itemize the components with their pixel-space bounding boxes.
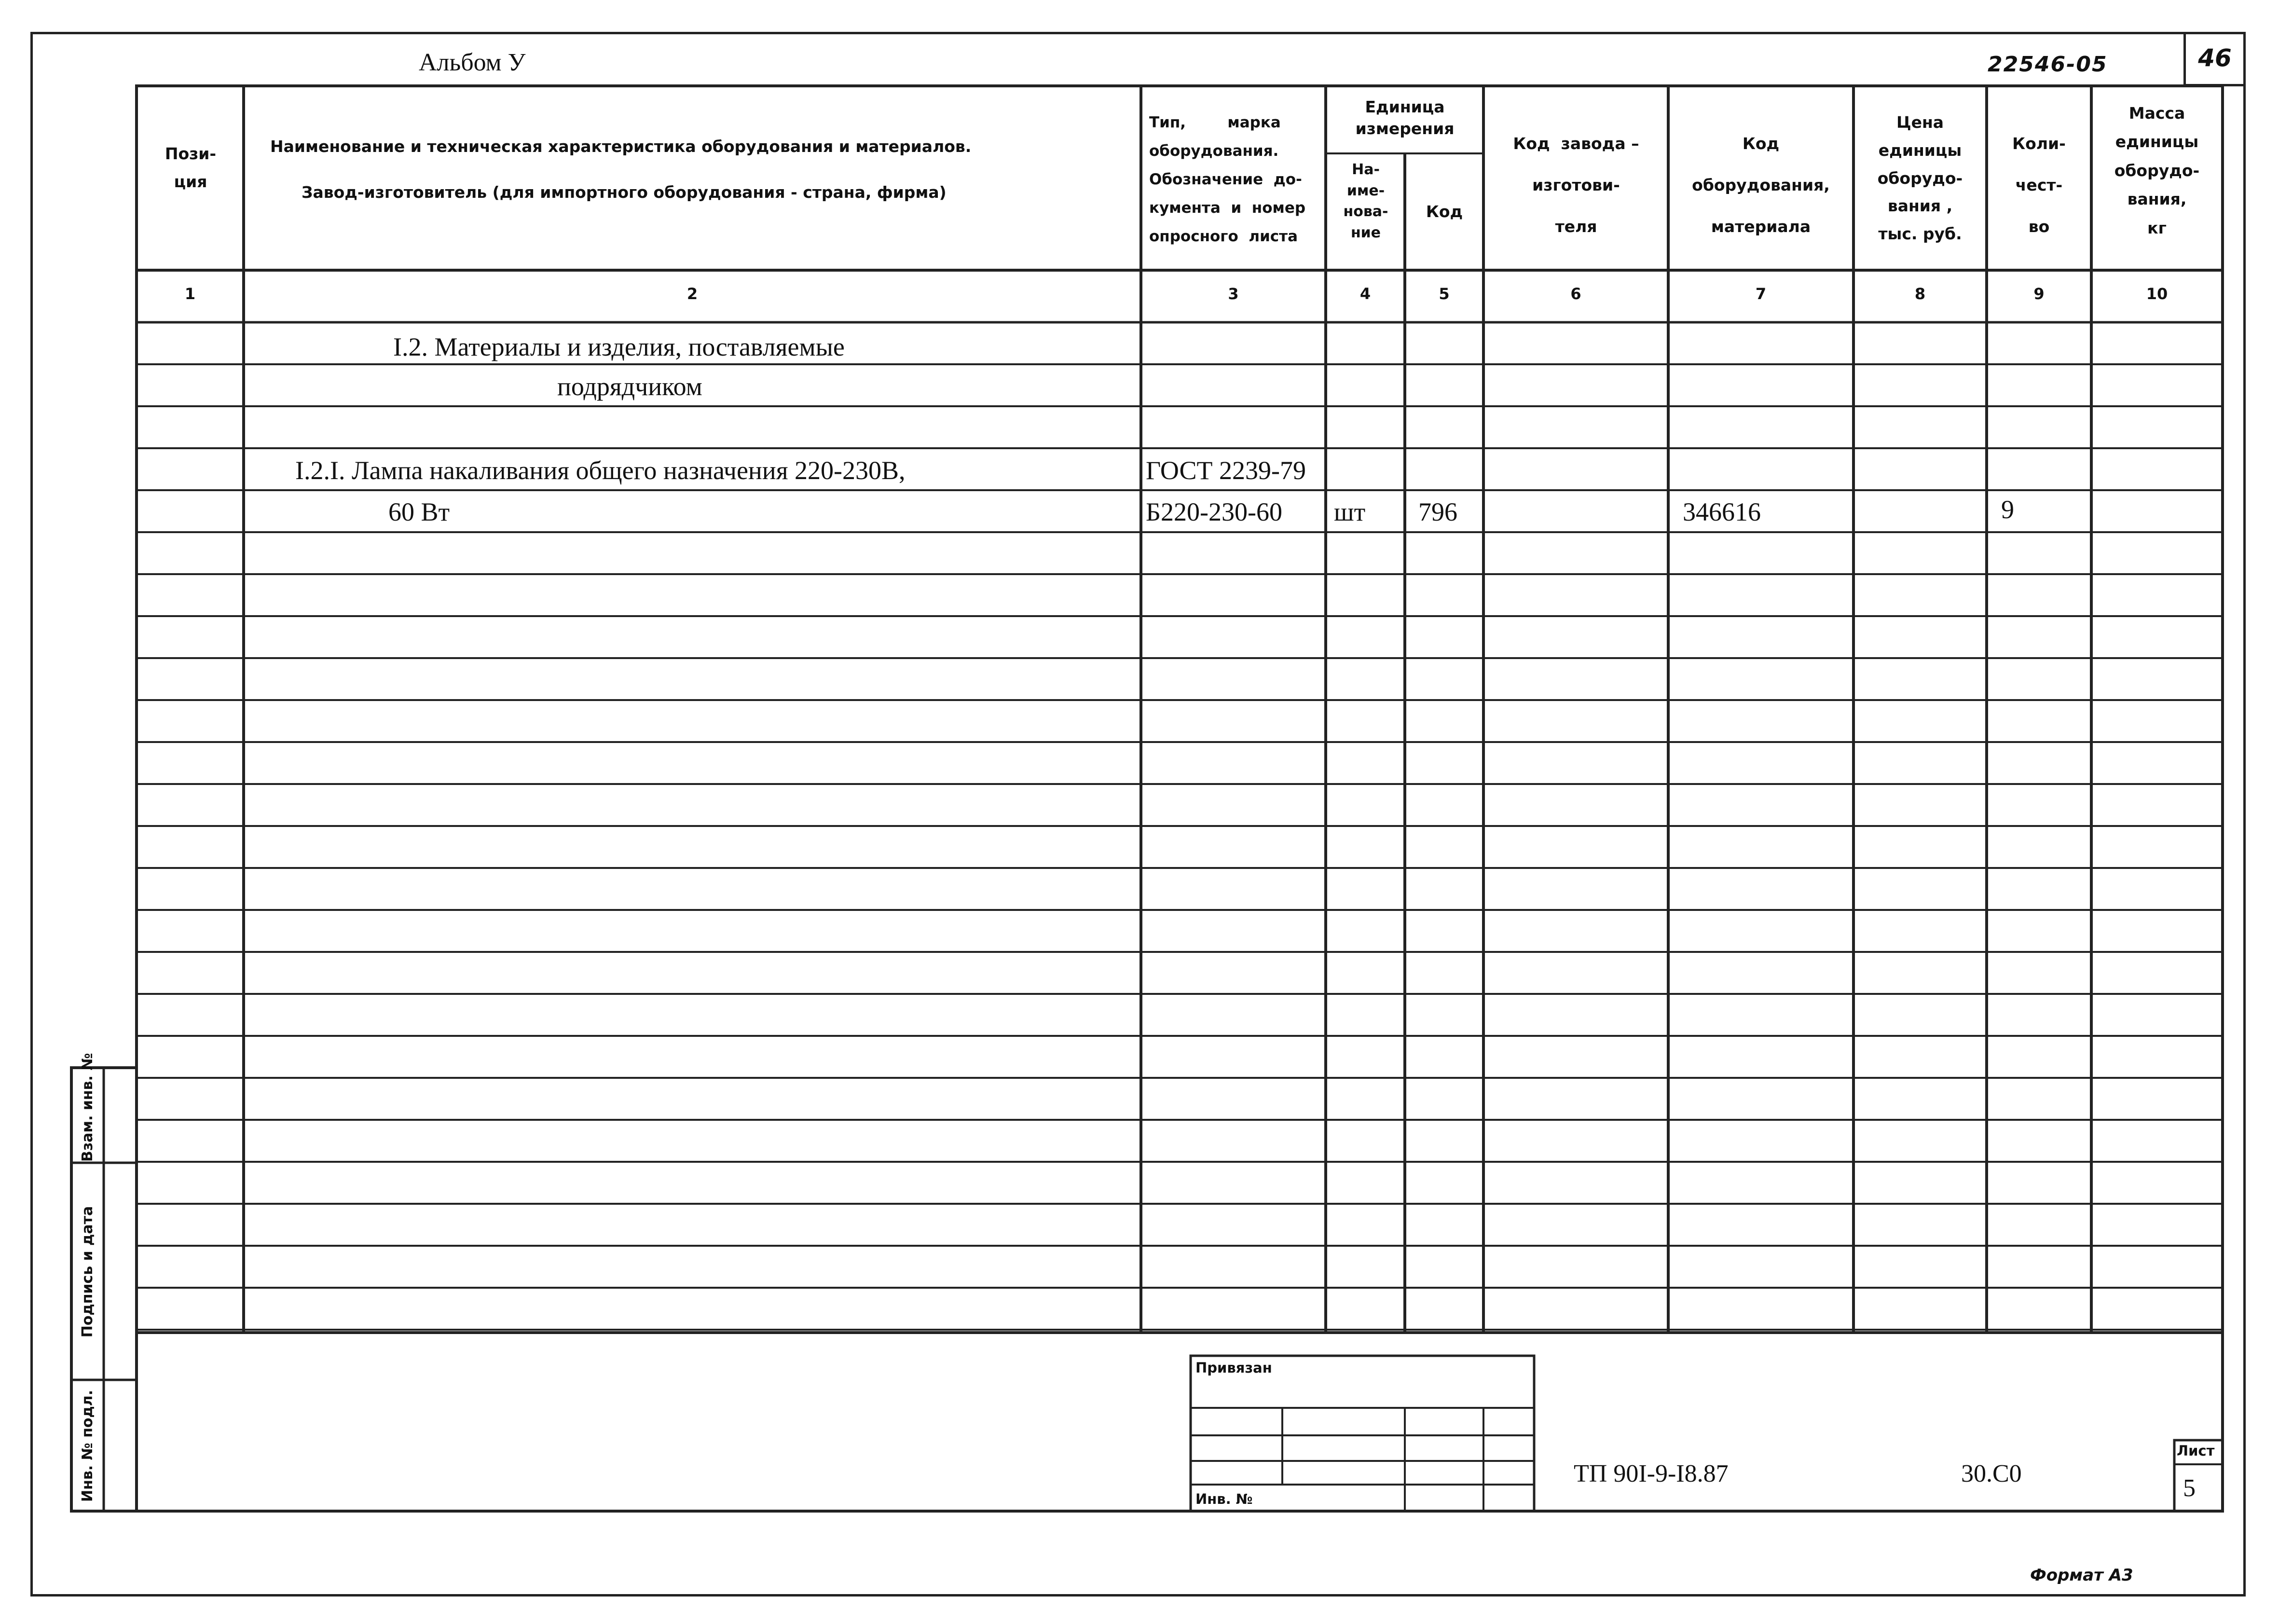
document-number: 22546-05 (1988, 52, 2108, 77)
section-title-line-1: I.2. Материалы и изделия, поставляемые (393, 332, 845, 361)
stamp-privyazan: Привязан (1195, 1360, 1272, 1376)
header-type: Тип, марка оборудования. Обозначение до- кумента и номер опросного листа (1149, 114, 1306, 245)
header-quantity: Коли- чест- во (2012, 134, 2066, 236)
item-document: ГОСТ 2239-79 (1146, 456, 1306, 485)
sheet-number: 5 (2183, 1474, 2196, 1502)
item-quantity: 9 (2001, 495, 2014, 524)
project-code: ТП 90I-9-I8.87 (1574, 1460, 1729, 1487)
item-material-code: 346616 (1683, 497, 1761, 526)
col-num-8: 8 (1914, 285, 1926, 303)
handwritten-page-number: 46 (2183, 34, 2244, 86)
header-factory-code: Код завода – изготови- теля (1513, 134, 1639, 236)
col-num-9: 9 (2033, 285, 2045, 303)
col-num-4: 4 (1359, 285, 1371, 303)
section-code: 30.C0 (1961, 1460, 2022, 1487)
stamp-inv-no: Инв. № (1195, 1491, 1253, 1507)
header-price: Цена единицы оборудо- вания , тыс. руб. (1877, 113, 1963, 243)
header-name-line-2: Завод-изготовитель (для импортного оборудования - страна, фирма) (302, 183, 947, 202)
col-num-10: 10 (2146, 285, 2168, 303)
header-unit-code: Код (1426, 202, 1463, 221)
col-num-7: 7 (1755, 285, 1767, 303)
header-position: Пози- ция (165, 144, 217, 191)
col-num-1: 1 (184, 285, 196, 303)
album-label: Альбом У (419, 49, 526, 76)
header-mass: Масса единицы оборудо- вания, кг (2114, 104, 2200, 237)
item-name-line-1: I.2.I. Лампа накаливания общего назначения 220-230В, (295, 456, 906, 485)
col-num-5: 5 (1439, 285, 1450, 303)
format-label: Формат А3 (2030, 1566, 2133, 1585)
side-label-inv-orig: Инв. № подл. (79, 1390, 96, 1502)
header-material-code: Код оборудования, материала (1692, 134, 1830, 236)
header-unit-group: Единица измерения (1355, 97, 1455, 138)
item-unit-code: 796 (1418, 497, 1457, 526)
col-num-6: 6 (1570, 285, 1581, 303)
col-num-2: 2 (686, 285, 698, 303)
col-num-3: 3 (1228, 285, 1239, 303)
header-name-line-1: Наименование и техническая характеристика оборудования и материалов. (270, 137, 972, 156)
sheet-label: Лист (2177, 1443, 2215, 1459)
item-unit: шт (1334, 497, 1366, 526)
item-type: Б220-230-60 (1146, 497, 1282, 526)
side-label-signature-date: Подпись и дата (79, 1206, 96, 1338)
section-title-line-2: подрядчиком (557, 372, 702, 401)
item-name-line-2: 60 Вт (388, 497, 450, 526)
header-unit-name: На- име- нова- ние (1343, 161, 1388, 241)
side-label-vzam-inv: Взам. инв. № (79, 1053, 96, 1162)
